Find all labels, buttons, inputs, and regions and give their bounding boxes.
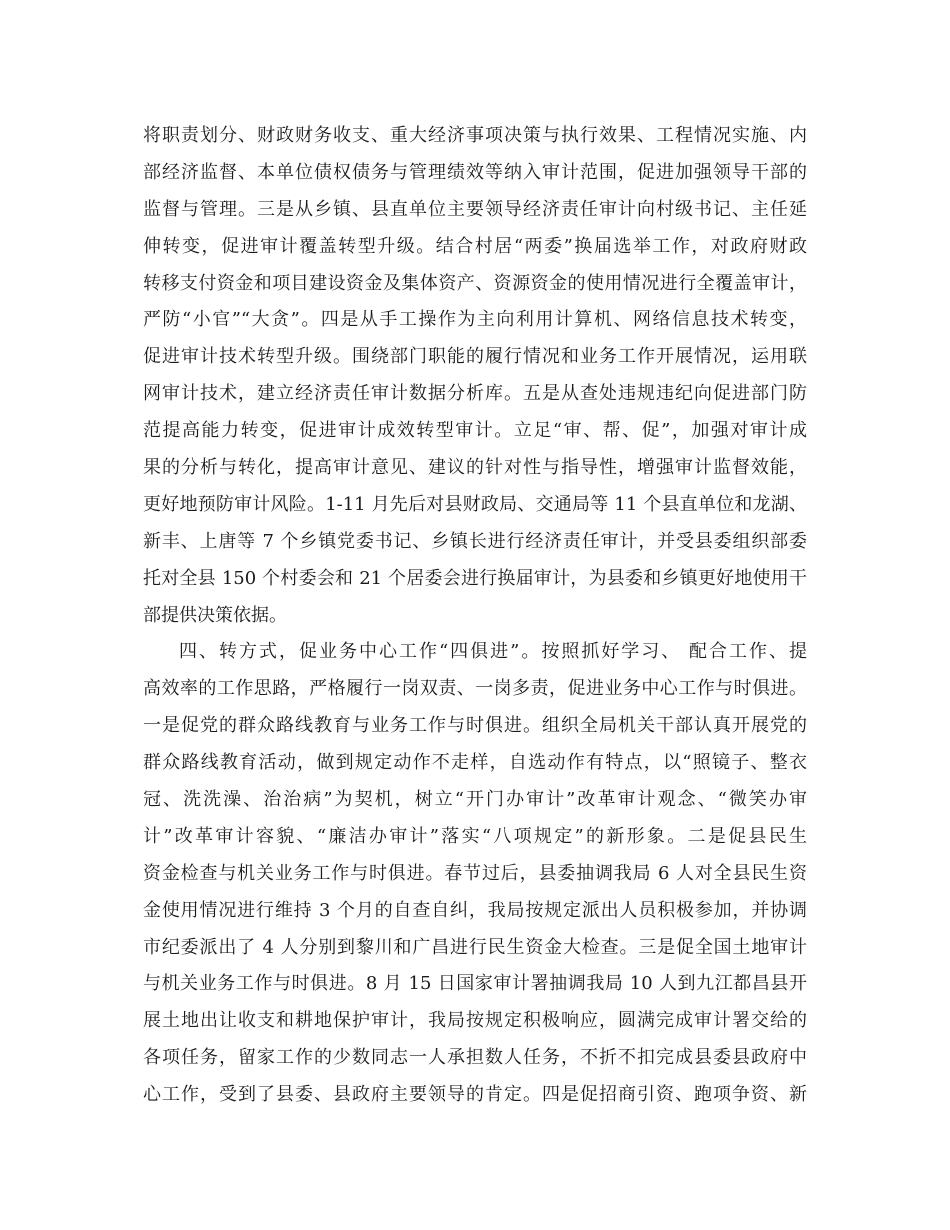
text-line: 更好地预防审计风险。1-11 月先后对县财政局、交通局等 11 个县直单位和龙湖、 [143,493,807,515]
text-line: 托对全县 150 个村委会和 21 个居委会进行换届审计，为县委和乡镇更好地使用干 [143,567,807,589]
text-line: 范提高能力转变，促进审计成效转型审计。立足“审、帮、促”，加强对审计成 [143,420,807,442]
text-line: 展土地出让收支和耕地保护审计，我局按规定积极响应，圆满完成审计署交给的 [143,1010,807,1032]
text-line: 与机关业务工作与时俱进。8 月 15 日国家审计署抽调我局 10 人到九江都昌县开 [143,973,807,995]
text-line: 群众路线教育活动，做到规定动作不走样，自选动作有特点，以“照镜子、整衣 [143,752,807,774]
text-line: 促进审计技术转型升级。围绕部门职能的履行情况和业务工作开展情况，运用联 [143,346,807,368]
text-line: 网审计技术，建立经济责任审计数据分析库。五是从查处违规违纪向促进部门防 [143,383,807,405]
text-line: 一是促党的群众路线教育与业务工作与时俱进。组织全局机关干部认真开展党的 [143,715,807,737]
text-line: 各项任务，留家工作的少数同志一人承担数人任务，不折不扣完成县委县政府中 [143,1047,807,1069]
text-line: 金使用情况进行维持 3 个月的自查自纠，我局按规定派出人员积极参加，并协调 [143,899,807,921]
section-heading-line: 四、转方式，促业务中心工作“四俱进”。按照抓好学习、 配合工作、提 [179,641,807,663]
text-line: 新丰、上唐等 7 个乡镇党委书记、乡镇长进行经济责任审计，并受县委组织部委 [143,530,807,552]
text-line: 心工作，受到了县委、县政府主要领导的肯定。四是促招商引资、跑项争资、新 [143,1084,807,1106]
document-body [143,118,807,1114]
text-line: 计”改革审计容貌、“廉洁办审计”落实“八项规定”的新形象。二是促县民生 [143,825,807,847]
text-line: 果的分析与转化，提高审计意见、建议的针对性与指导性，增强审计监督效能， [143,457,807,479]
text-line: 部经济监督、本单位债权债务与管理绩效等纳入审计范围，促进加强领导干部的 [143,161,807,183]
text-line: 严防“小官”“大贪”。四是从手工操作为主向利用计算机、网络信息技术转变， [143,309,807,331]
text-line: 资金检查与机关业务工作与时俱进。春节过后，县委抽调我局 6 人对全县民生资 [143,862,807,884]
text-line: 冠、洗洗澡、治治病”为契机，树立“开门办审计”改革审计观念、“微笑办审 [143,789,807,811]
text-line: 将职责划分、财政财务收支、重大经济事项决策与执行效果、工程情况实施、内 [143,125,807,146]
text-line: 监督与管理。三是从乡镇、县直单位主要领导经济责任审计向村级书记、主任延 [143,198,807,220]
paragraph-end-line: 部提供决策依据。 [143,604,287,626]
text-line: 高效率的工作思路，严格履行一岗双责、一岗多责，促进业务中心工作与时俱进。 [143,678,807,700]
text-line: 市纪委派出了 4 人分别到黎川和广昌进行民生资金大检查。三是促全国土地审计 [143,936,807,958]
text-line: 转移支付资金和项目建设资金及集体资产、资源资金的使用情况进行全覆盖审计， [143,272,807,294]
text-line: 伸转变，促进审计覆盖转型升级。结合村居“两委”换届选举工作，对政府财政 [143,235,807,257]
